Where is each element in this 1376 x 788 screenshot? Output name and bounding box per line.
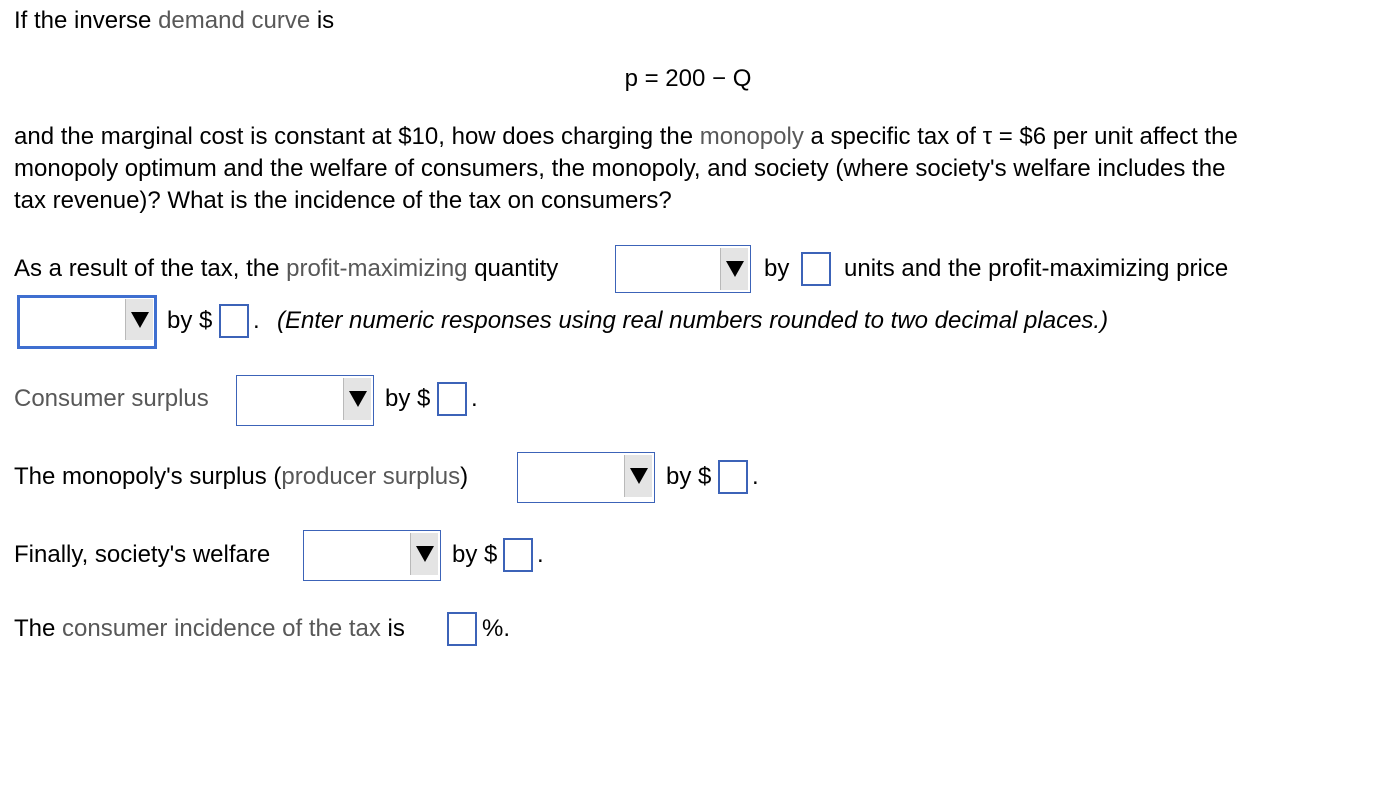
term-consumer-incidence[interactable]: consumer incidence of the tax [62,615,381,642]
q3-suffix: ) [460,463,469,490]
term-monopoly[interactable]: monopoly [699,123,804,150]
q1-quantity-label: quantity [467,255,559,282]
q4-period: . [537,541,544,568]
q1-units-label: units and the profit-maximizing price [844,255,1229,282]
question-line-1-a: and the marginal cost is constant at $10, how does charging the [14,123,700,150]
question-line-3: tax revenue)? What is the incidence of the tax on consumers? [14,187,672,214]
society-welfare-dropdown[interactable] [303,530,441,581]
chevron-down-icon [624,455,652,497]
question-line-2: monopoly optimum and the welfare of consumers, the monopoly, and society (where society's welfare includes the [14,155,1226,182]
intro-suffix: is [310,7,335,34]
q3-period: . [752,463,759,490]
term-demand-curve[interactable]: demand curve [158,7,311,34]
q5-prefix: The [14,615,63,642]
q1-period: . [253,307,260,334]
producer-surplus-dropdown[interactable] [517,452,655,503]
term-consumer-surplus[interactable]: Consumer surplus [14,385,209,412]
rounding-instruction: (Enter numeric responses using real numbers rounded to two decimal places.) [277,307,1109,334]
quantity-change-dropdown[interactable] [615,245,751,293]
q3-prefix: The monopoly's surplus ( [14,463,282,490]
intro-text [14,6,334,36]
consumer-surplus-dropdown[interactable] [236,375,374,426]
term-profit-maximizing[interactable]: profit-maximizing [286,255,468,282]
price-change-dropdown[interactable] [17,295,157,349]
chevron-down-icon [125,299,153,340]
q1-text [14,254,558,284]
q3-text [14,462,468,492]
question-line-1-c: a specific tax of τ = $6 per unit affect the [803,123,1238,150]
chevron-down-icon [720,248,748,290]
q4-label: Finally, society's welfare [14,541,271,568]
q5-text [14,614,405,644]
percent-sign: %. [482,615,511,642]
q2-period: . [471,385,478,412]
intro-prefix: If the inverse [14,7,159,34]
producer-surplus-input[interactable] [718,460,748,494]
q5-suffix: is [380,615,405,642]
demand-equation: p = 200 − Q [624,65,752,92]
question-line-1 [14,122,1238,152]
price-change-input[interactable] [219,304,249,338]
consumer-incidence-input[interactable] [447,612,477,646]
chevron-down-icon [410,533,438,575]
quantity-change-input[interactable] [801,252,831,286]
q1-prefix: As a result of the tax, the [14,255,287,282]
term-producer-surplus[interactable]: producer surplus [281,463,461,490]
consumer-surplus-input[interactable] [437,382,467,416]
q4-by-label: by $ [452,541,498,568]
society-welfare-input[interactable] [503,538,533,572]
chevron-down-icon [343,378,371,420]
q1-price-by-label: by $ [167,307,213,334]
q2-by-label: by $ [385,385,431,412]
q1-by-label: by [764,255,790,282]
q3-by-label: by $ [666,463,712,490]
